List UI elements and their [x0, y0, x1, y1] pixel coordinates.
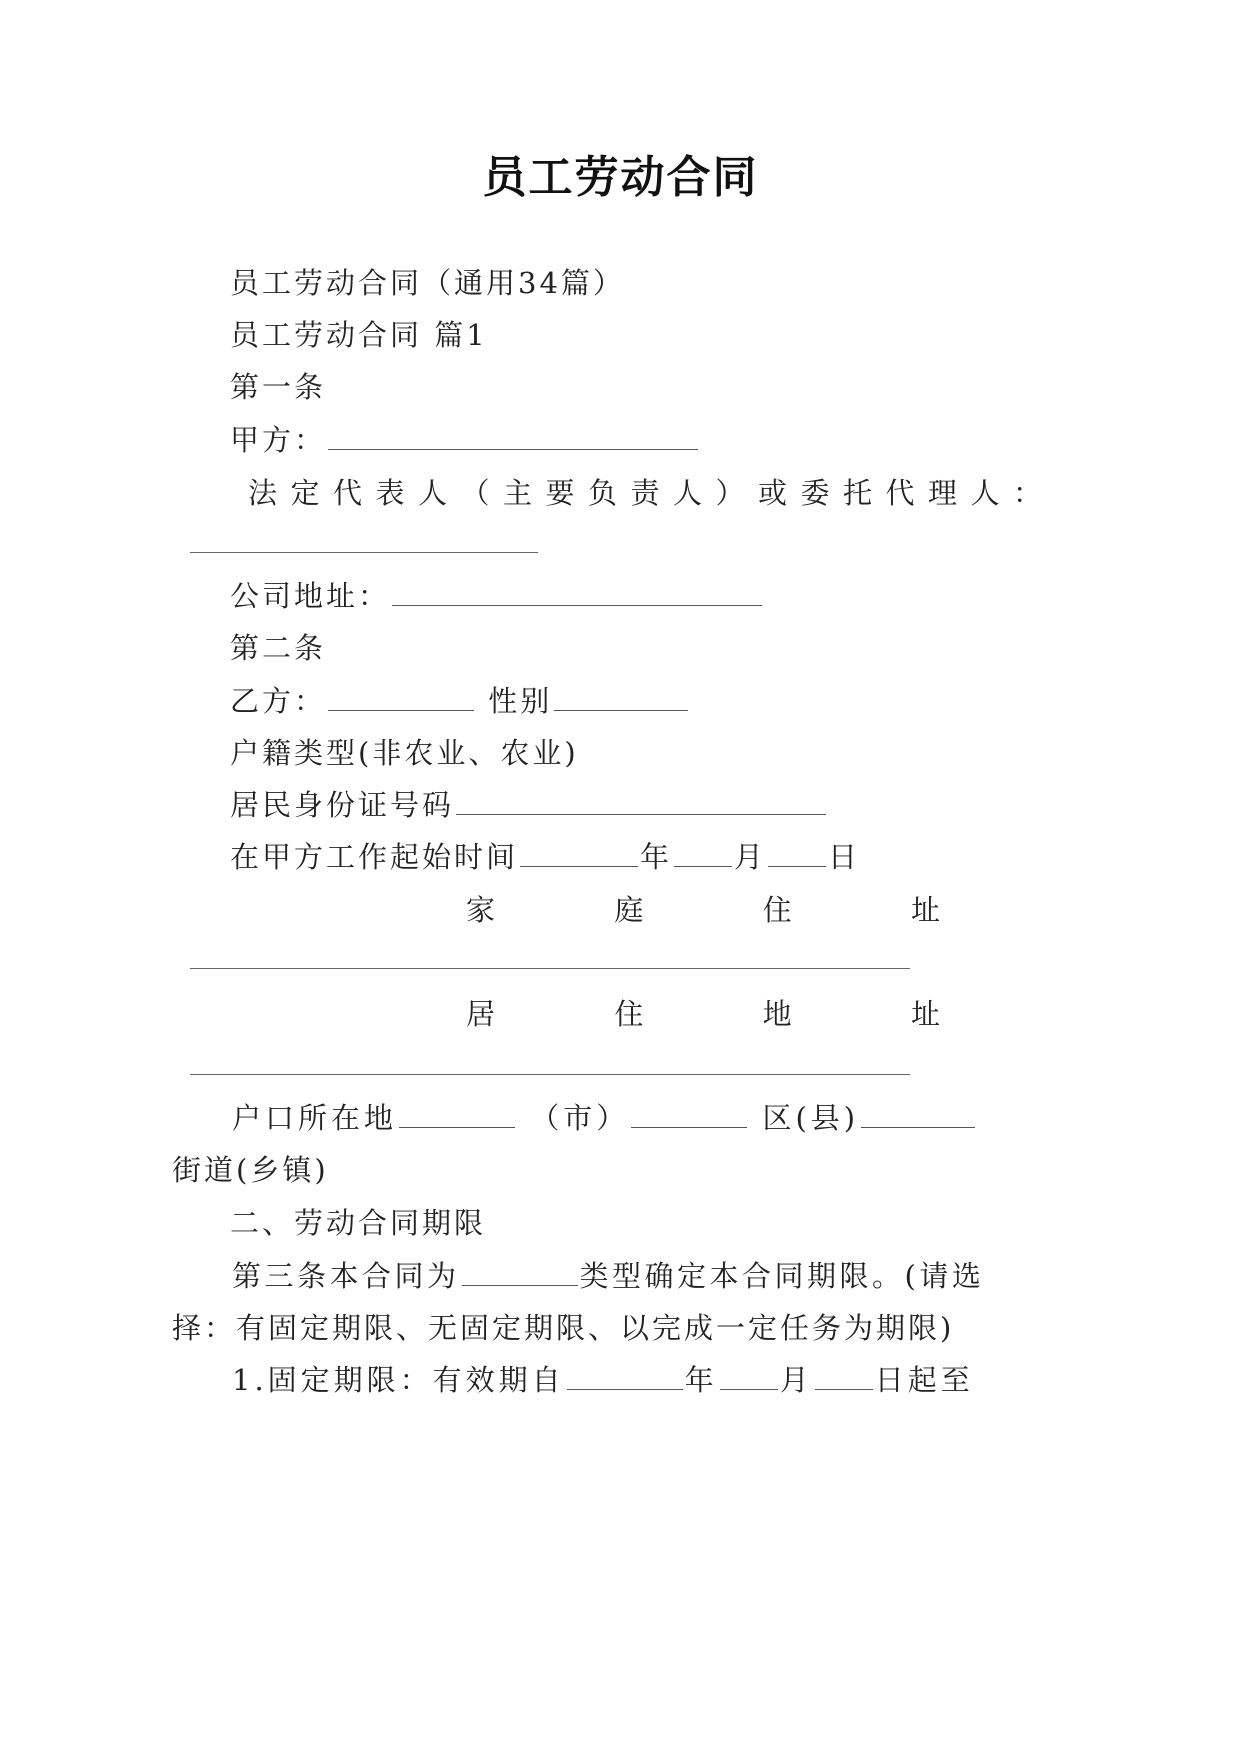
start-year-blank[interactable]: [520, 838, 638, 867]
start-day-blank[interactable]: [768, 838, 826, 867]
party-a-label: 甲方：: [230, 423, 327, 457]
party-b-row: [230, 681, 690, 721]
home-address-label: [466, 890, 940, 930]
contract-type-blank[interactable]: [462, 1257, 578, 1286]
article-3-options: 择：有固定期限、无固定期限、以完成一定任务为期限): [172, 1311, 955, 1345]
fixed-month-label: 月: [779, 1363, 813, 1397]
fixed-month-blank[interactable]: [720, 1361, 778, 1390]
residence-address-label: [466, 994, 940, 1034]
id-number-row: [230, 785, 828, 825]
hukou-province-blank[interactable]: [399, 1099, 515, 1128]
legal-rep-label: 法定代表人（主要负责人）或委托代理人：: [248, 476, 1056, 510]
section-2-heading: 二、劳动合同期限: [230, 1206, 487, 1240]
hukou-city-blank[interactable]: [631, 1099, 747, 1128]
party-b-label: 乙方：: [230, 684, 327, 718]
company-address-row: [230, 576, 764, 616]
home-address-char: 址: [910, 893, 940, 927]
article-1-heading: 第一条: [230, 370, 327, 404]
residence-address-blank[interactable]: [190, 1074, 910, 1075]
article-3-prefix: 第三条本合同为: [232, 1259, 460, 1293]
residence-address-char: 住: [614, 997, 644, 1031]
home-address-char: 家: [466, 893, 496, 927]
contract-subtitle: 员工劳动合同（通用34篇）: [230, 266, 625, 300]
district-label: 区(县): [762, 1101, 860, 1135]
gender-blank[interactable]: [554, 682, 688, 711]
fixed-term-row: [232, 1360, 974, 1400]
legal-rep-blank[interactable]: [190, 552, 538, 553]
party-b-blank[interactable]: [328, 682, 474, 711]
home-address-char: 住: [762, 893, 792, 927]
street-label: 街道(乡镇): [172, 1153, 329, 1187]
home-address-char: 庭: [614, 893, 644, 927]
party-a-blank[interactable]: [328, 421, 698, 450]
company-address-label: 公司地址：: [230, 579, 391, 613]
fixed-year-label: 年: [684, 1363, 718, 1397]
article-2-heading: 第二条: [230, 631, 327, 665]
home-address-blank[interactable]: [190, 968, 910, 969]
fixed-term-prefix: 1.固定期限：有效期自: [232, 1363, 565, 1397]
month-label: 月: [734, 840, 767, 874]
day-label: 日: [828, 840, 861, 874]
start-date-label: 在甲方工作起始时间: [230, 840, 519, 874]
company-address-blank[interactable]: [392, 577, 762, 606]
part-heading: 员工劳动合同 篇1: [230, 318, 488, 352]
hukou-location-label: 户口所在地: [232, 1101, 398, 1135]
fixed-day-suffix: 日起至: [874, 1363, 974, 1397]
gender-label: 性别: [488, 684, 553, 718]
article-3-suffix: 类型确定本合同期限。(请选: [579, 1259, 985, 1293]
residence-address-char: 居: [466, 997, 496, 1031]
fixed-year-blank[interactable]: [567, 1361, 683, 1390]
hukou-location-row: [232, 1098, 977, 1138]
party-a-row: [230, 420, 700, 460]
id-number-blank[interactable]: [456, 786, 826, 815]
start-month-blank[interactable]: [674, 838, 732, 867]
residence-address-char: 址: [910, 997, 940, 1031]
year-label: 年: [640, 840, 673, 874]
document-title: 员工劳动合同: [482, 152, 759, 203]
city-label: （市）: [530, 1101, 630, 1135]
start-date-row: [230, 837, 860, 877]
fixed-day-blank[interactable]: [815, 1361, 873, 1390]
id-number-label: 居民身份证号码: [230, 788, 455, 822]
article-3-row: [232, 1256, 984, 1296]
residence-address-char: 地: [762, 997, 792, 1031]
hukou-type: 户籍类型(非农业、农业): [230, 736, 579, 770]
hukou-district-blank[interactable]: [861, 1099, 975, 1128]
